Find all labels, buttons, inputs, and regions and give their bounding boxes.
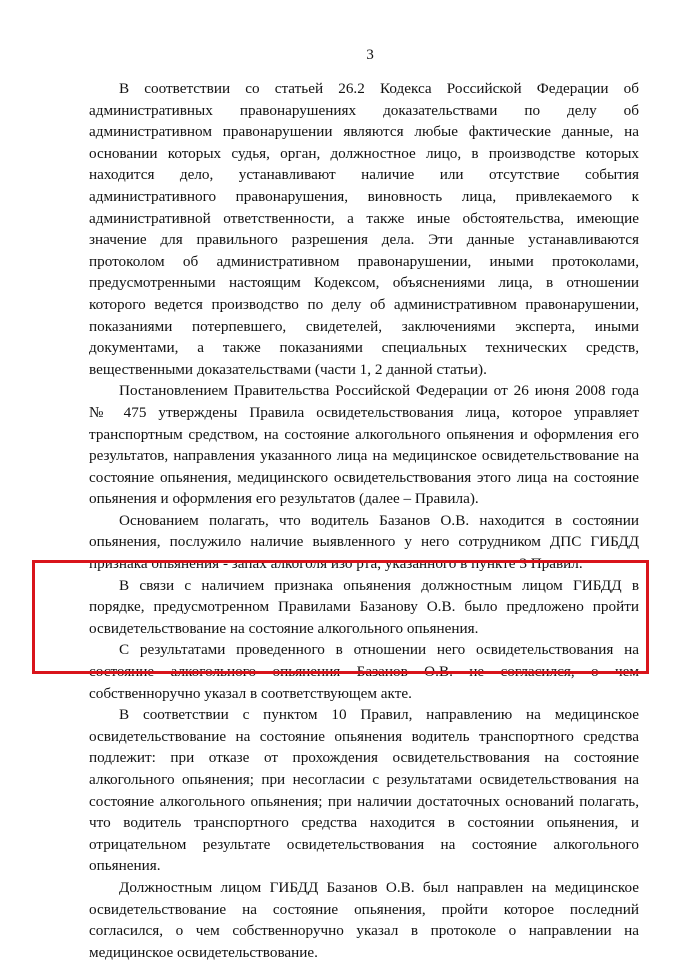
paragraph-medical-referral: Должностным лицом ГИБДД Базанов О.В. был направлен на медицинское освидетельствование на состояние опьянения, пройти которое последний согласился, о чем собственноручно указал в протоколе о направлении на медицинское освидетельствование. <box>89 878 639 961</box>
paragraph-medical-referral-rule: В соответствии с пунктом 10 Правил, направлению на медицинское освидетельствование на состояние опьянения водитель транспортного средства подлежит: при отказе от прохождения освидетельствования на состояние алкогольного опьянения; при несогласии с результатами освидетельствования на состояние алкогольного опьянения; при наличии достаточных оснований полагать, что водитель транспортного средства находится в состоянии опьянения, и отрицательном результате освидетельствования на состояние алкогольного опьянения. <box>89 706 639 875</box>
paragraph-government-rules: Постановлением Правительства Российской Федерации от 26 июня 2008 года № 475 утверждены Правила освидетельствования лица, которое управляет транспортным средством, на состояние алкогольного опьянения и оформления его результатов, направления указанного лица на медицинское освидетельствование на состояние опьянения, медицинского освидетельствования этого лица на состояние опьянения и оформления его результатов (далее – Правила). <box>89 382 639 508</box>
paragraph-grounds-intoxication: Основанием полагать, что водитель Базанов О.В. находится в состоянии опьянения, послужило наличие выявленного у него сотрудником ДПС ГИБДД признака опьянения - запах алкоголя изо рта, указанного в пункте 3 Правил. <box>89 511 639 573</box>
paragraph-evidence-article: В соответствии со статьей 26.2 Кодекса Российской Федерации об административных правонарушениях доказательствами по делу об административном правонарушении являются любые фактические данные, на основании которых судья, орган, должностное лицо, в производстве которых находится дело, устанавливают наличие или отсутствие события административного правонарушения, виновность лица, привлекаемого к административной ответственности, а также иные обстоятельства, имеющие значение для правильного разрешения дела. Эти данные устанавливаются протоколом об административном правонарушении, иными протоколами, предусмотренными настоящим Кодексом, объяснениями лица, в отношении которого ведется производство по делу об административном правонарушении, показаниями потерпевшего, свидетелей, заключениями эксперта, иными документами, а также показаниями специальных технических средств, вещественными доказательствами (части 1, 2 данной статьи). <box>89 80 639 378</box>
document-body <box>89 78 639 963</box>
page-number: 3 <box>366 46 374 63</box>
paragraph-examination-offered: В связи с наличием признака опьянения должностным лицом ГИБДД в порядке, предусмотренном Правилами Базанову О.В. было предложено пройти освидетельствование на состояние алкогольного опьянения. <box>89 576 639 637</box>
highlight-box <box>32 560 649 674</box>
paragraph-disagreement-results: С результатами проведенного в отношении него освидетельствования на состояние алкогольного опьянения Базанов О.В. не согласился, о чем собственноручно указал в соответствующем акте. <box>89 641 639 702</box>
